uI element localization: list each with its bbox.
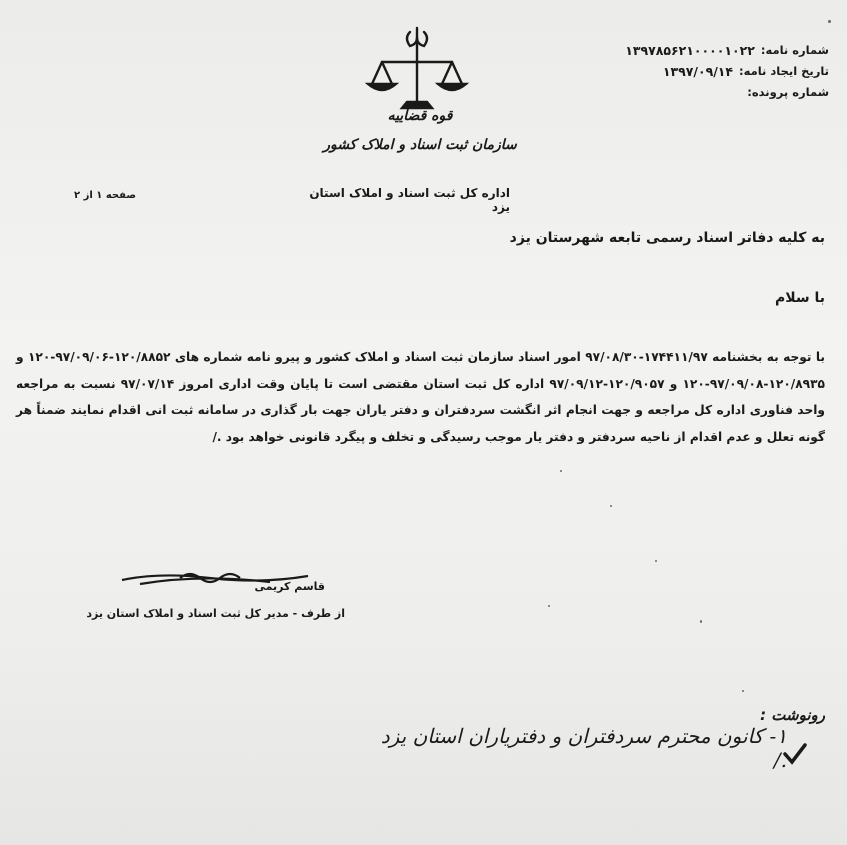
judiciary-name: قوه قضاییه [387, 108, 453, 124]
page-number: صفحه ۱ از ۲ [74, 190, 136, 201]
copy-recipient-1: ۱- کانون محترم سردفتران و دفتریاران استان یزد ./ [380, 724, 787, 772]
checkmark-icon [782, 742, 808, 766]
creation-date-value: ۱۳۹۷/۰۹/۱۴ [662, 64, 734, 79]
letter-number-row [529, 40, 829, 61]
signer-title: از طرف - مدیر کل ثبت اسناد و املاک استان یزد [86, 607, 345, 620]
letter-number-label: شماره نامه: [760, 43, 829, 57]
signer-name: قاسم کریمی [254, 580, 325, 593]
creation-date-row [529, 61, 829, 82]
file-number-row [529, 82, 829, 103]
registry-org-name: سازمان ثبت اسناد و املاک کشور [323, 137, 517, 153]
department-name: اداره کل ثبت اسناد و املاک استان یزد [309, 186, 510, 214]
letter-number-value: ۱۳۹۷۸۵۶۲۱۰۰۰۰۱۰۲۲ [625, 43, 755, 58]
letter-meta [529, 40, 829, 103]
creation-date-label: تاریخ ایجاد نامه: [739, 64, 829, 78]
addressee: به کلیه دفاتر اسناد رسمی تابعه شهرستان یزد [509, 230, 825, 246]
greeting: با سلام [774, 290, 825, 306]
letter-body: با توجه به بخشنامه ۱۷۴۴۱۱/۹۷-۹۷/۰۸/۳۰ امور اسناد سازمان ثبت اسناد و املاک کشور و پیرو نامه شماره های ۱۲۰/۸۸۵۲-۹۷/۰۹/۰۶-۱۲۰ و ۱۲۰/۸۹۳۵-۹۷/۰۹/۰۸-۱۲۰ و ۱۲۰/۹۰۵۷-۹۷/۰۹/۱۲ اداره کل ثبت استان مقتضی است تا پایان وقت اداری امروز ۹۷/۰۷/۱۴ نسبت به مراجعه واحد فناوری اداره کل مراجعه و جهت انجام اثر انگشت سردفتران و دفتر یاران جهت بار گذاری در سامانه ثبت انی اقدام نمایند ضمناً هر گونه تعلل و عدم اقدام از ناحیه سردفتر و دفتر یار موجب رسیدگی و تخلف و پیگرد قانونی خواهد بود ./ [16, 350, 825, 444]
file-number-label: شماره پرونده: [747, 85, 829, 99]
copies-label: رونوشت : [760, 706, 825, 724]
